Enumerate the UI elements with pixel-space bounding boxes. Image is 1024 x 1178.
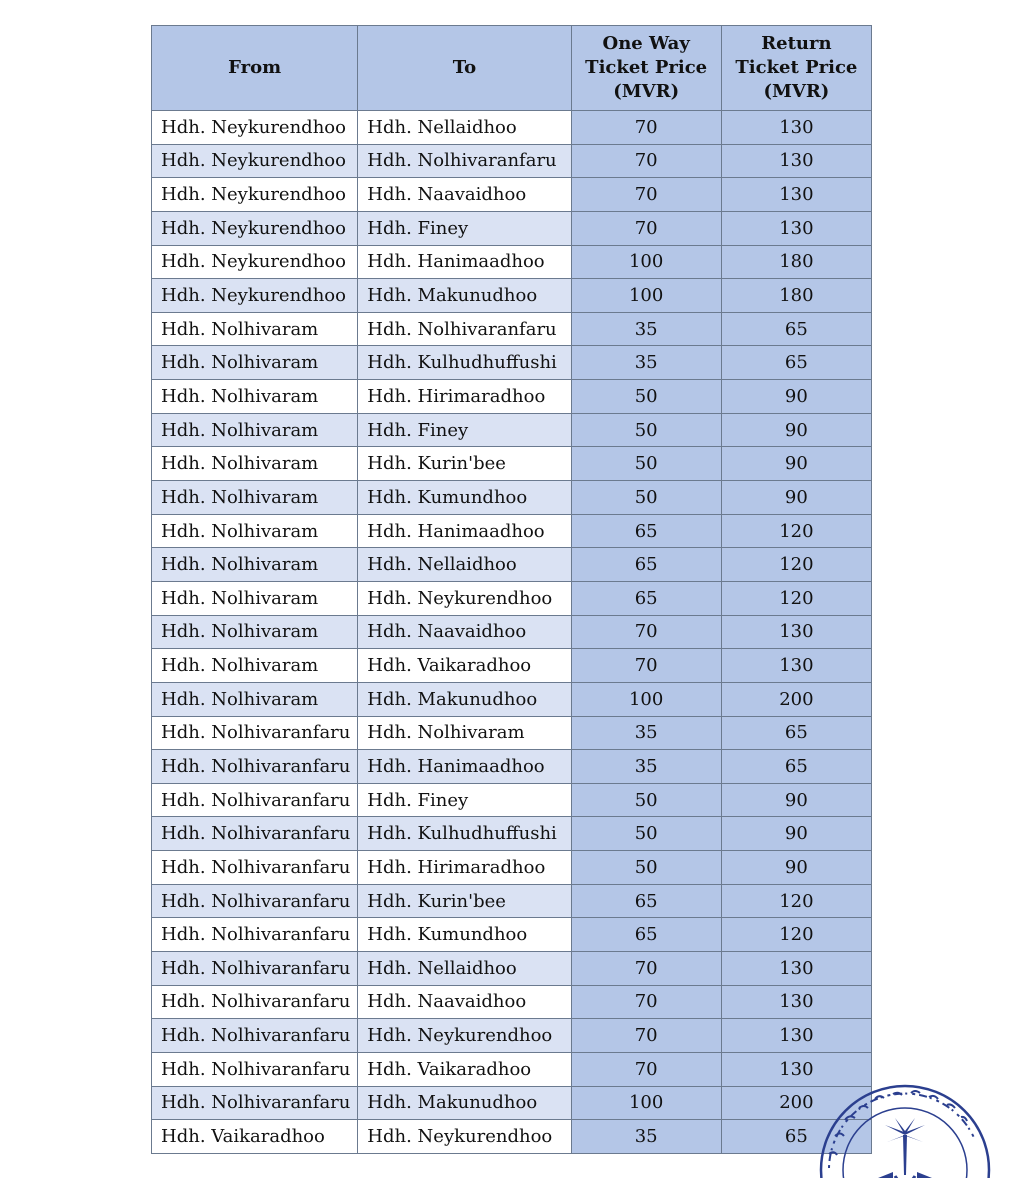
cell-return-price: 130 <box>721 1052 871 1086</box>
cell-return-price: 90 <box>721 447 871 481</box>
cell-to: Hdh. Naavaidhoo <box>358 615 571 649</box>
table-row <box>152 716 872 750</box>
table-row <box>152 952 872 986</box>
cell-one-way-price: 70 <box>571 985 721 1019</box>
table-row <box>152 817 872 851</box>
cell-return-price: 130 <box>721 178 871 212</box>
header-from: From <box>152 26 358 111</box>
cell-return-price: 120 <box>721 581 871 615</box>
cell-return-price: 130 <box>721 985 871 1019</box>
header-return-line: Ticket Price <box>735 57 858 78</box>
cell-return-price: 65 <box>721 750 871 784</box>
cell-return-price: 90 <box>721 481 871 515</box>
table-row <box>152 682 872 716</box>
header-return-price <box>721 26 871 111</box>
cell-to: Hdh. Hanimaadhoo <box>358 514 571 548</box>
cell-one-way-price: 65 <box>571 918 721 952</box>
cell-return-price: 130 <box>721 111 871 145</box>
cell-to: Hdh. Finey <box>358 211 571 245</box>
cell-from: Hdh. Neykurendhoo <box>152 211 358 245</box>
table-row <box>152 1019 872 1053</box>
header-return-line: Return <box>761 33 832 54</box>
cell-to: Hdh. Vaikaradhoo <box>358 1052 571 1086</box>
cell-return-price: 200 <box>721 682 871 716</box>
cell-from: Hdh. Nolhivaranfaru <box>152 985 358 1019</box>
cell-from: Hdh. Nolhivaram <box>152 380 358 414</box>
cell-from: Hdh. Nolhivaranfaru <box>152 851 358 885</box>
table-row <box>152 884 872 918</box>
header-row <box>152 26 872 111</box>
table-row <box>152 111 872 145</box>
cell-return-price: 90 <box>721 783 871 817</box>
cell-to: Hdh. Hanimaadhoo <box>358 245 571 279</box>
cell-to: Hdh. Makunudhoo <box>358 1086 571 1120</box>
table-row <box>152 1052 872 1086</box>
cell-from: Hdh. Neykurendhoo <box>152 279 358 313</box>
cell-to: Hdh. Nolhivaram <box>358 716 571 750</box>
cell-return-price: 130 <box>721 649 871 683</box>
cell-from: Hdh. Nolhivaranfaru <box>152 1086 358 1120</box>
cell-from: Hdh. Neykurendhoo <box>152 144 358 178</box>
cell-to: Hdh. Vaikaradhoo <box>358 649 571 683</box>
cell-from: Hdh. Nolhivaram <box>152 615 358 649</box>
table-row <box>152 918 872 952</box>
header-to: To <box>358 26 571 111</box>
cell-one-way-price: 65 <box>571 884 721 918</box>
cell-from: Hdh. Nolhivaram <box>152 481 358 515</box>
cell-from: Hdh. Nolhivaranfaru <box>152 884 358 918</box>
cell-return-price: 120 <box>721 548 871 582</box>
cell-to: Hdh. Makunudhoo <box>358 682 571 716</box>
cell-to: Hdh. Kulhudhuffushi <box>358 817 571 851</box>
cell-one-way-price: 65 <box>571 514 721 548</box>
cell-to: Hdh. Kurin'bee <box>358 447 571 481</box>
table-row <box>152 447 872 481</box>
cell-one-way-price: 70 <box>571 1019 721 1053</box>
cell-from: Hdh. Neykurendhoo <box>152 245 358 279</box>
cell-from: Hdh. Vaikaradhoo <box>152 1120 358 1154</box>
cell-to: Hdh. Neykurendhoo <box>358 1019 571 1053</box>
cell-from: Hdh. Nolhivaram <box>152 413 358 447</box>
cell-return-price: 90 <box>721 851 871 885</box>
table-row <box>152 581 872 615</box>
cell-return-price: 130 <box>721 615 871 649</box>
cell-from: Hdh. Nolhivaram <box>152 447 358 481</box>
cell-from: Hdh. Nolhivaram <box>152 682 358 716</box>
header-one-way-line: Ticket Price <box>585 57 708 78</box>
cell-from: Hdh. Nolhivaram <box>152 581 358 615</box>
cell-return-price: 90 <box>721 413 871 447</box>
table-row <box>152 750 872 784</box>
cell-to: Hdh. Hanimaadhoo <box>358 750 571 784</box>
cell-one-way-price: 35 <box>571 716 721 750</box>
cell-return-price: 120 <box>721 514 871 548</box>
cell-return-price: 65 <box>721 1120 871 1154</box>
table-row <box>152 144 872 178</box>
cell-to: Hdh. Naavaidhoo <box>358 985 571 1019</box>
cell-return-price: 120 <box>721 884 871 918</box>
cell-to: Hdh. Hirimaradhoo <box>358 851 571 885</box>
cell-return-price: 90 <box>721 380 871 414</box>
table-row <box>152 514 872 548</box>
cell-return-price: 200 <box>721 1086 871 1120</box>
cell-to: Hdh. Kulhudhuffushi <box>358 346 571 380</box>
cell-return-price: 90 <box>721 817 871 851</box>
cell-one-way-price: 50 <box>571 481 721 515</box>
table-row <box>152 413 872 447</box>
cell-from: Hdh. Nolhivaranfaru <box>152 783 358 817</box>
cell-one-way-price: 50 <box>571 447 721 481</box>
table-row <box>152 178 872 212</box>
table-row <box>152 481 872 515</box>
cell-one-way-price: 65 <box>571 581 721 615</box>
cell-one-way-price: 100 <box>571 245 721 279</box>
table-row <box>152 783 872 817</box>
cell-from: Hdh. Nolhivaram <box>152 649 358 683</box>
cell-one-way-price: 70 <box>571 111 721 145</box>
table-row <box>152 615 872 649</box>
cell-one-way-price: 35 <box>571 312 721 346</box>
cell-return-price: 180 <box>721 279 871 313</box>
palm-tree-seal-icon <box>815 1080 995 1178</box>
cell-one-way-price: 100 <box>571 279 721 313</box>
cell-return-price: 130 <box>721 952 871 986</box>
cell-one-way-price: 70 <box>571 211 721 245</box>
table-row <box>152 985 872 1019</box>
cell-to: Hdh. Finey <box>358 413 571 447</box>
cell-return-price: 130 <box>721 144 871 178</box>
cell-from: Hdh. Nolhivaranfaru <box>152 817 358 851</box>
cell-to: Hdh. Makunudhoo <box>358 279 571 313</box>
cell-return-price: 180 <box>721 245 871 279</box>
table-row <box>152 851 872 885</box>
cell-to: Hdh. Nellaidhoo <box>358 952 571 986</box>
cell-one-way-price: 70 <box>571 649 721 683</box>
table-header <box>152 26 872 111</box>
table-row <box>152 1086 872 1120</box>
table-row <box>152 346 872 380</box>
cell-return-price: 65 <box>721 716 871 750</box>
header-one-way-price <box>571 26 721 111</box>
cell-to: Hdh. Nolhivaranfaru <box>358 144 571 178</box>
cell-from: Hdh. Nolhivaranfaru <box>152 952 358 986</box>
cell-one-way-price: 35 <box>571 346 721 380</box>
cell-return-price: 130 <box>721 1019 871 1053</box>
cell-to: Hdh. Neykurendhoo <box>358 1120 571 1154</box>
header-return-line: (MVR) <box>763 81 830 102</box>
table-body <box>152 111 872 1154</box>
table-row <box>152 649 872 683</box>
table-row <box>152 548 872 582</box>
cell-one-way-price: 100 <box>571 682 721 716</box>
cell-one-way-price: 70 <box>571 1052 721 1086</box>
cell-one-way-price: 50 <box>571 413 721 447</box>
cell-from: Hdh. Nolhivaranfaru <box>152 750 358 784</box>
table-row <box>152 1120 872 1154</box>
table-row <box>152 312 872 346</box>
ferry-fare-table <box>151 25 872 1154</box>
cell-from: Hdh. Nolhivaram <box>152 346 358 380</box>
cell-one-way-price: 50 <box>571 380 721 414</box>
cell-one-way-price: 50 <box>571 783 721 817</box>
cell-one-way-price: 35 <box>571 750 721 784</box>
cell-one-way-price: 70 <box>571 952 721 986</box>
header-one-way-line: (MVR) <box>613 81 680 102</box>
cell-one-way-price: 70 <box>571 144 721 178</box>
cell-return-price: 130 <box>721 211 871 245</box>
cell-from: Hdh. Nolhivaranfaru <box>152 918 358 952</box>
cell-return-price: 120 <box>721 918 871 952</box>
cell-to: Hdh. Nolhivaranfaru <box>358 312 571 346</box>
cell-from: Hdh. Nolhivaram <box>152 312 358 346</box>
cell-to: Hdh. Nellaidhoo <box>358 548 571 582</box>
table-row <box>152 245 872 279</box>
cell-return-price: 65 <box>721 346 871 380</box>
cell-one-way-price: 35 <box>571 1120 721 1154</box>
table-row <box>152 279 872 313</box>
cell-to: Hdh. Neykurendhoo <box>358 581 571 615</box>
cell-one-way-price: 50 <box>571 817 721 851</box>
cell-from: Hdh. Neykurendhoo <box>152 178 358 212</box>
cell-to: Hdh. Kurin'bee <box>358 884 571 918</box>
cell-to: Hdh. Naavaidhoo <box>358 178 571 212</box>
table-row <box>152 380 872 414</box>
cell-return-price: 65 <box>721 312 871 346</box>
cell-to: Hdh. Kumundhoo <box>358 481 571 515</box>
table-row <box>152 211 872 245</box>
cell-from: Hdh. Nolhivaranfaru <box>152 716 358 750</box>
cell-to: Hdh. Nellaidhoo <box>358 111 571 145</box>
cell-one-way-price: 70 <box>571 615 721 649</box>
cell-to: Hdh. Hirimaradhoo <box>358 380 571 414</box>
cell-one-way-price: 70 <box>571 178 721 212</box>
cell-one-way-price: 50 <box>571 851 721 885</box>
header-one-way-line: One Way <box>602 33 690 54</box>
cell-from: Hdh. Nolhivaranfaru <box>152 1019 358 1053</box>
cell-from: Hdh. Nolhivaram <box>152 514 358 548</box>
cell-one-way-price: 100 <box>571 1086 721 1120</box>
cell-one-way-price: 65 <box>571 548 721 582</box>
cell-from: Hdh. Nolhivaram <box>152 548 358 582</box>
cell-from: Hdh. Neykurendhoo <box>152 111 358 145</box>
cell-to: Hdh. Kumundhoo <box>358 918 571 952</box>
cell-to: Hdh. Finey <box>358 783 571 817</box>
cell-from: Hdh. Nolhivaranfaru <box>152 1052 358 1086</box>
